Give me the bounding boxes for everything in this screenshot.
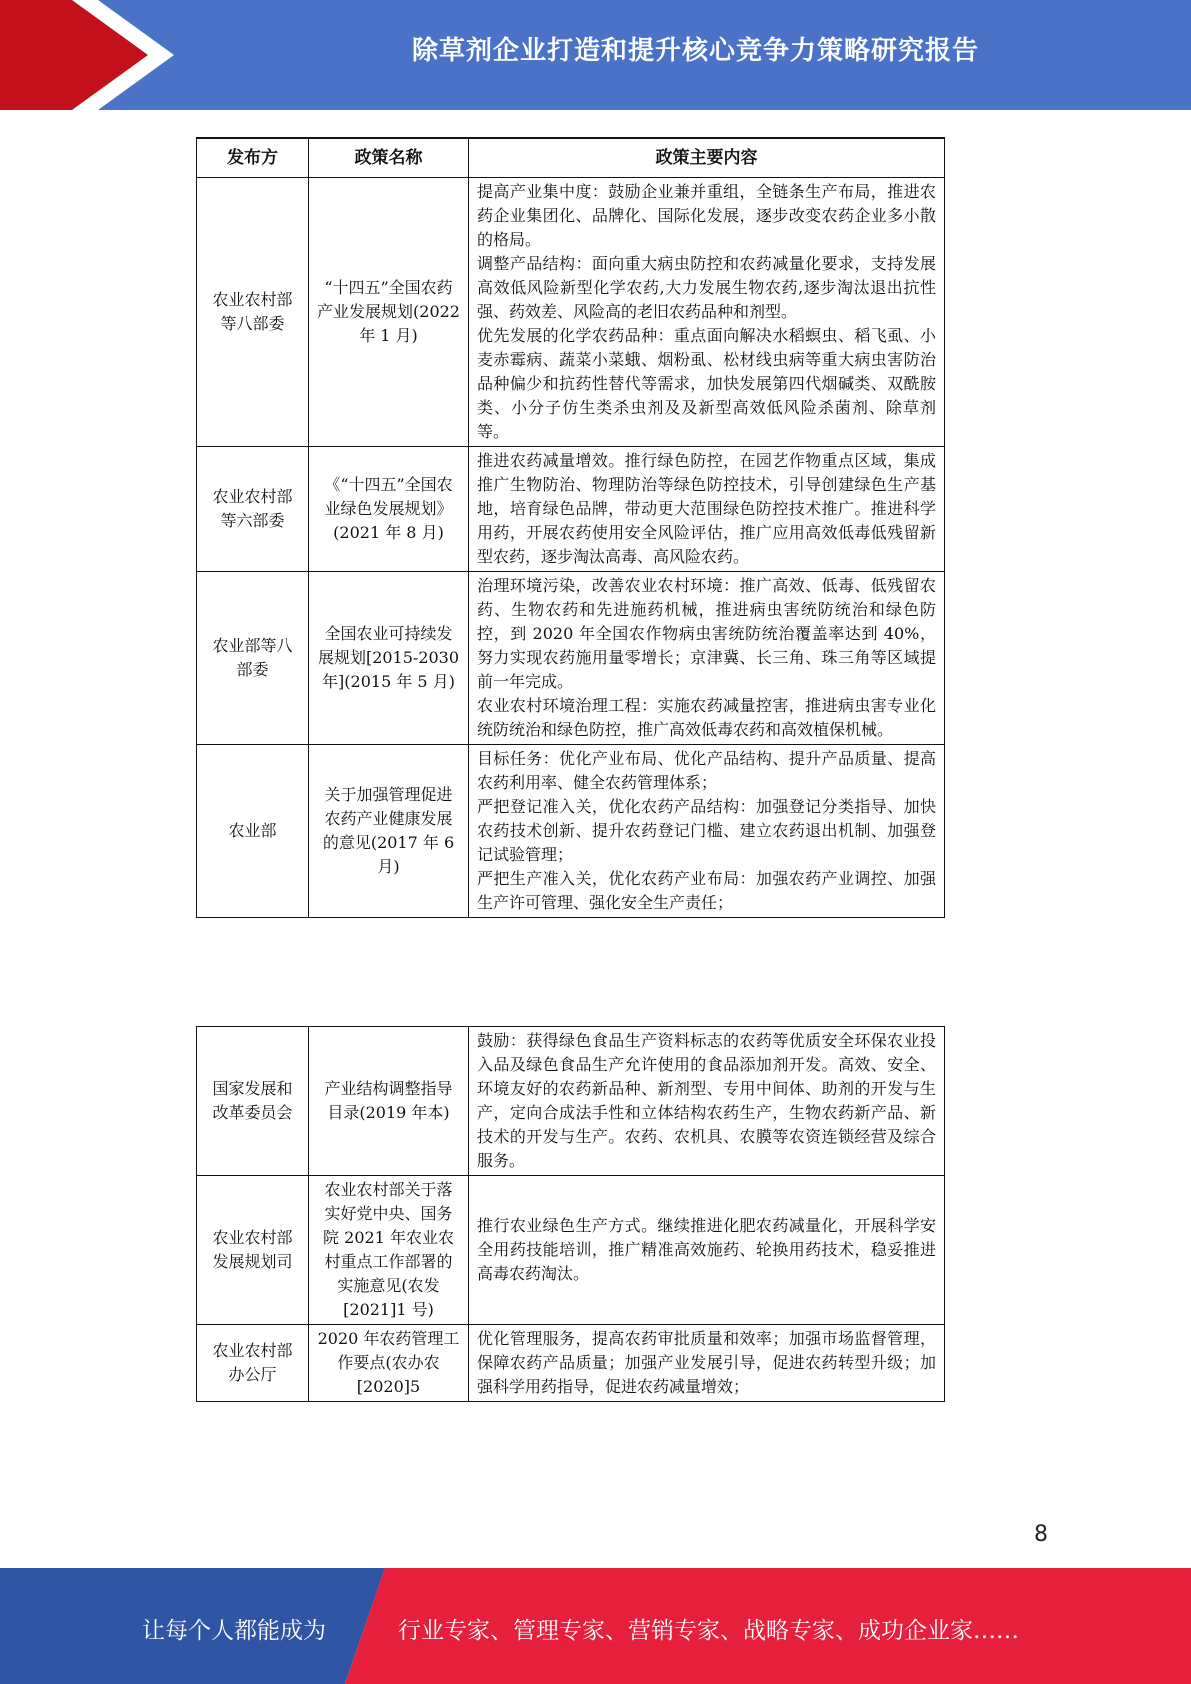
table-row [197, 1325, 945, 1402]
policy-content-cell [469, 572, 945, 745]
issuer-cell: 农业农村部办公厅 [197, 1325, 309, 1402]
footer-slogan-left: 让每个人都能成为 [142, 1618, 326, 1644]
page-header [0, 0, 1191, 110]
policy-name-cell: 2020 年农药管理工作要点(农办农[2020]5 [309, 1325, 469, 1402]
page-number: 8 [1034, 1522, 1048, 1547]
table-row [197, 1027, 945, 1176]
policy-content-cell [469, 1027, 945, 1176]
table-row [197, 447, 945, 572]
header-issuer: 发布方 [197, 138, 309, 178]
table-row [197, 572, 945, 745]
policy-name-cell: 产业结构调整指导目录(2019 年本) [309, 1027, 469, 1176]
policy-content-cell [469, 447, 945, 572]
issuer-cell: 农业部等八部委 [197, 572, 309, 745]
table-row [197, 178, 945, 447]
policy-name-cell: 农业农村部关于落实好党中央、国务院 2021 年农业农村重点工作部署的实施意见(农发[2021]1 号) [309, 1176, 469, 1325]
table-header-row [197, 138, 945, 178]
content-paragraph: 鼓励：获得绿色食品生产资料标志的农药等优质安全环保农业投入品及绿色食品生产允许使用的食品添加剂开发。高效、安全、环境友好的农药新品种、新剂型、专用中间体、助剂的开发与生产，定向合成法手性和立体结构农药生产，生物农药新产品、新技术的开发与生产。农药、农机具、农膜等农资连锁经营及综合服务。 [477, 1031, 936, 1170]
content-paragraph: 推行农业绿色生产方式。继续推进化肥农药减量化，开展科学安全用药技能培训，推广精准高效施药、轮换用药技术，稳妥推进高毒农药淘汰。 [477, 1216, 936, 1283]
policy-content-cell [469, 745, 945, 918]
policy-content-cell [469, 1325, 945, 1402]
issuer-cell: 农业农村部等八部委 [197, 178, 309, 447]
content-paragraph: 调整产品结构：面向重大病虫防控和农药减量化要求，支持发展高效低风险新型化学农药,大力发展生物农药,逐步淘汰退出抗性强、药效差、风险高的老旧农药品种和剂型。 [477, 254, 936, 321]
table-row [197, 1176, 945, 1325]
content-paragraph: 优先发展的化学农药品种：重点面向解决水稻螟虫、稻飞虱、小麦赤霉病、蔬菜小菜蛾、烟粉虱、松材线虫病等重大病虫害防治品种偏少和抗药性替代等需求，加快发展第四代烟碱类、双酰胺类、小分子仿生类杀虫剂及及新型高效低风险杀菌剂、除草剂等。 [477, 326, 936, 441]
header-policy-content: 政策主要内容 [469, 138, 945, 178]
policy-name-cell: 关于加强管理促进农药产业健康发展的意见(2017 年 6 月) [309, 745, 469, 918]
issuer-cell: 农业农村部发展规划司 [197, 1176, 309, 1325]
content-paragraph: 提高产业集中度：鼓励企业兼并重组，全链条生产布局，推进农药企业集团化、品牌化、国际化发展，逐步改变农药企业多小散的格局。 [477, 182, 936, 249]
policy-table-1 [196, 137, 945, 918]
policy-name-cell: 全国农业可持续发展规划[2015-2030 年](2015 年 5 月) [309, 572, 469, 745]
issuer-cell: 农业部 [197, 745, 309, 918]
policy-content-cell [469, 178, 945, 447]
policy-name-cell: 《“十四五”全国农业绿色发展规划》(2021 年 8 月) [309, 447, 469, 572]
issuer-cell: 农业农村部等六部委 [197, 447, 309, 572]
content-paragraph: 优化管理服务，提高农药审批质量和效率；加强市场监督管理，保障农药产品质量；加强产业发展引导，促进农药转型升级；加强科学用药指导，促进农药减量增效； [477, 1329, 936, 1396]
footer-slogan-right: 行业专家、管理专家、营销专家、战略专家、成功企业家…… [398, 1618, 1019, 1644]
policy-table-2 [196, 1026, 945, 1402]
content-paragraph: 严把生产准入关，优化农药产业布局：加强农药产业调控、加强生产许可管理、强化安全生产责任； [477, 869, 936, 912]
content-paragraph: 严把登记准入关，优化农药产品结构：加强登记分类指导、加快农药技术创新、提升农药登记门槛、建立农药退出机制、加强登记试验管理； [477, 797, 936, 864]
content-paragraph: 推进农药减量增效。推行绿色防控，在园艺作物重点区域，集成推广生物防治、物理防治等绿色防控技术，引导创建绿色生产基地，培育绿色品牌，带动更大范围绿色防控技术推广。推进科学用药，开展农药使用安全风险评估，推广应用高效低毒低残留新型农药，逐步淘汰高毒、高风险农药。 [477, 451, 936, 566]
page-footer [0, 1568, 1191, 1684]
policy-content-cell [469, 1176, 945, 1325]
content-paragraph: 农业农村环境治理工程：实施农药减量控害，推进病虫害专业化统防统治和绿色防控，推广高效低毒农药和高效植保机械。 [477, 696, 936, 739]
content-paragraph: 治理环境污染，改善农业农村环境：推广高效、低毒、低残留农药、生物农药和先进施药机械，推进病虫害统防统治和绿色防控，到 2020 年全国农作物病虫害统防统治覆盖率达到 40%，努力实现农药施用量零增长；京津冀、长三角、珠三角等区域提前一年完成。 [477, 576, 936, 691]
table-row [197, 745, 945, 918]
report-title: 除草剂企业打造和提升核心竞争力策略研究报告 [411, 36, 979, 66]
issuer-cell: 国家发展和改革委员会 [197, 1027, 309, 1176]
policy-name-cell: “十四五”全国农药产业发展规划(2022 年 1 月) [309, 178, 469, 447]
content-paragraph: 目标任务：优化产业布局、优化产品结构、提升产品质量、提高农药利用率、健全农药管理体系； [477, 749, 936, 792]
header-policy-name: 政策名称 [309, 138, 469, 178]
